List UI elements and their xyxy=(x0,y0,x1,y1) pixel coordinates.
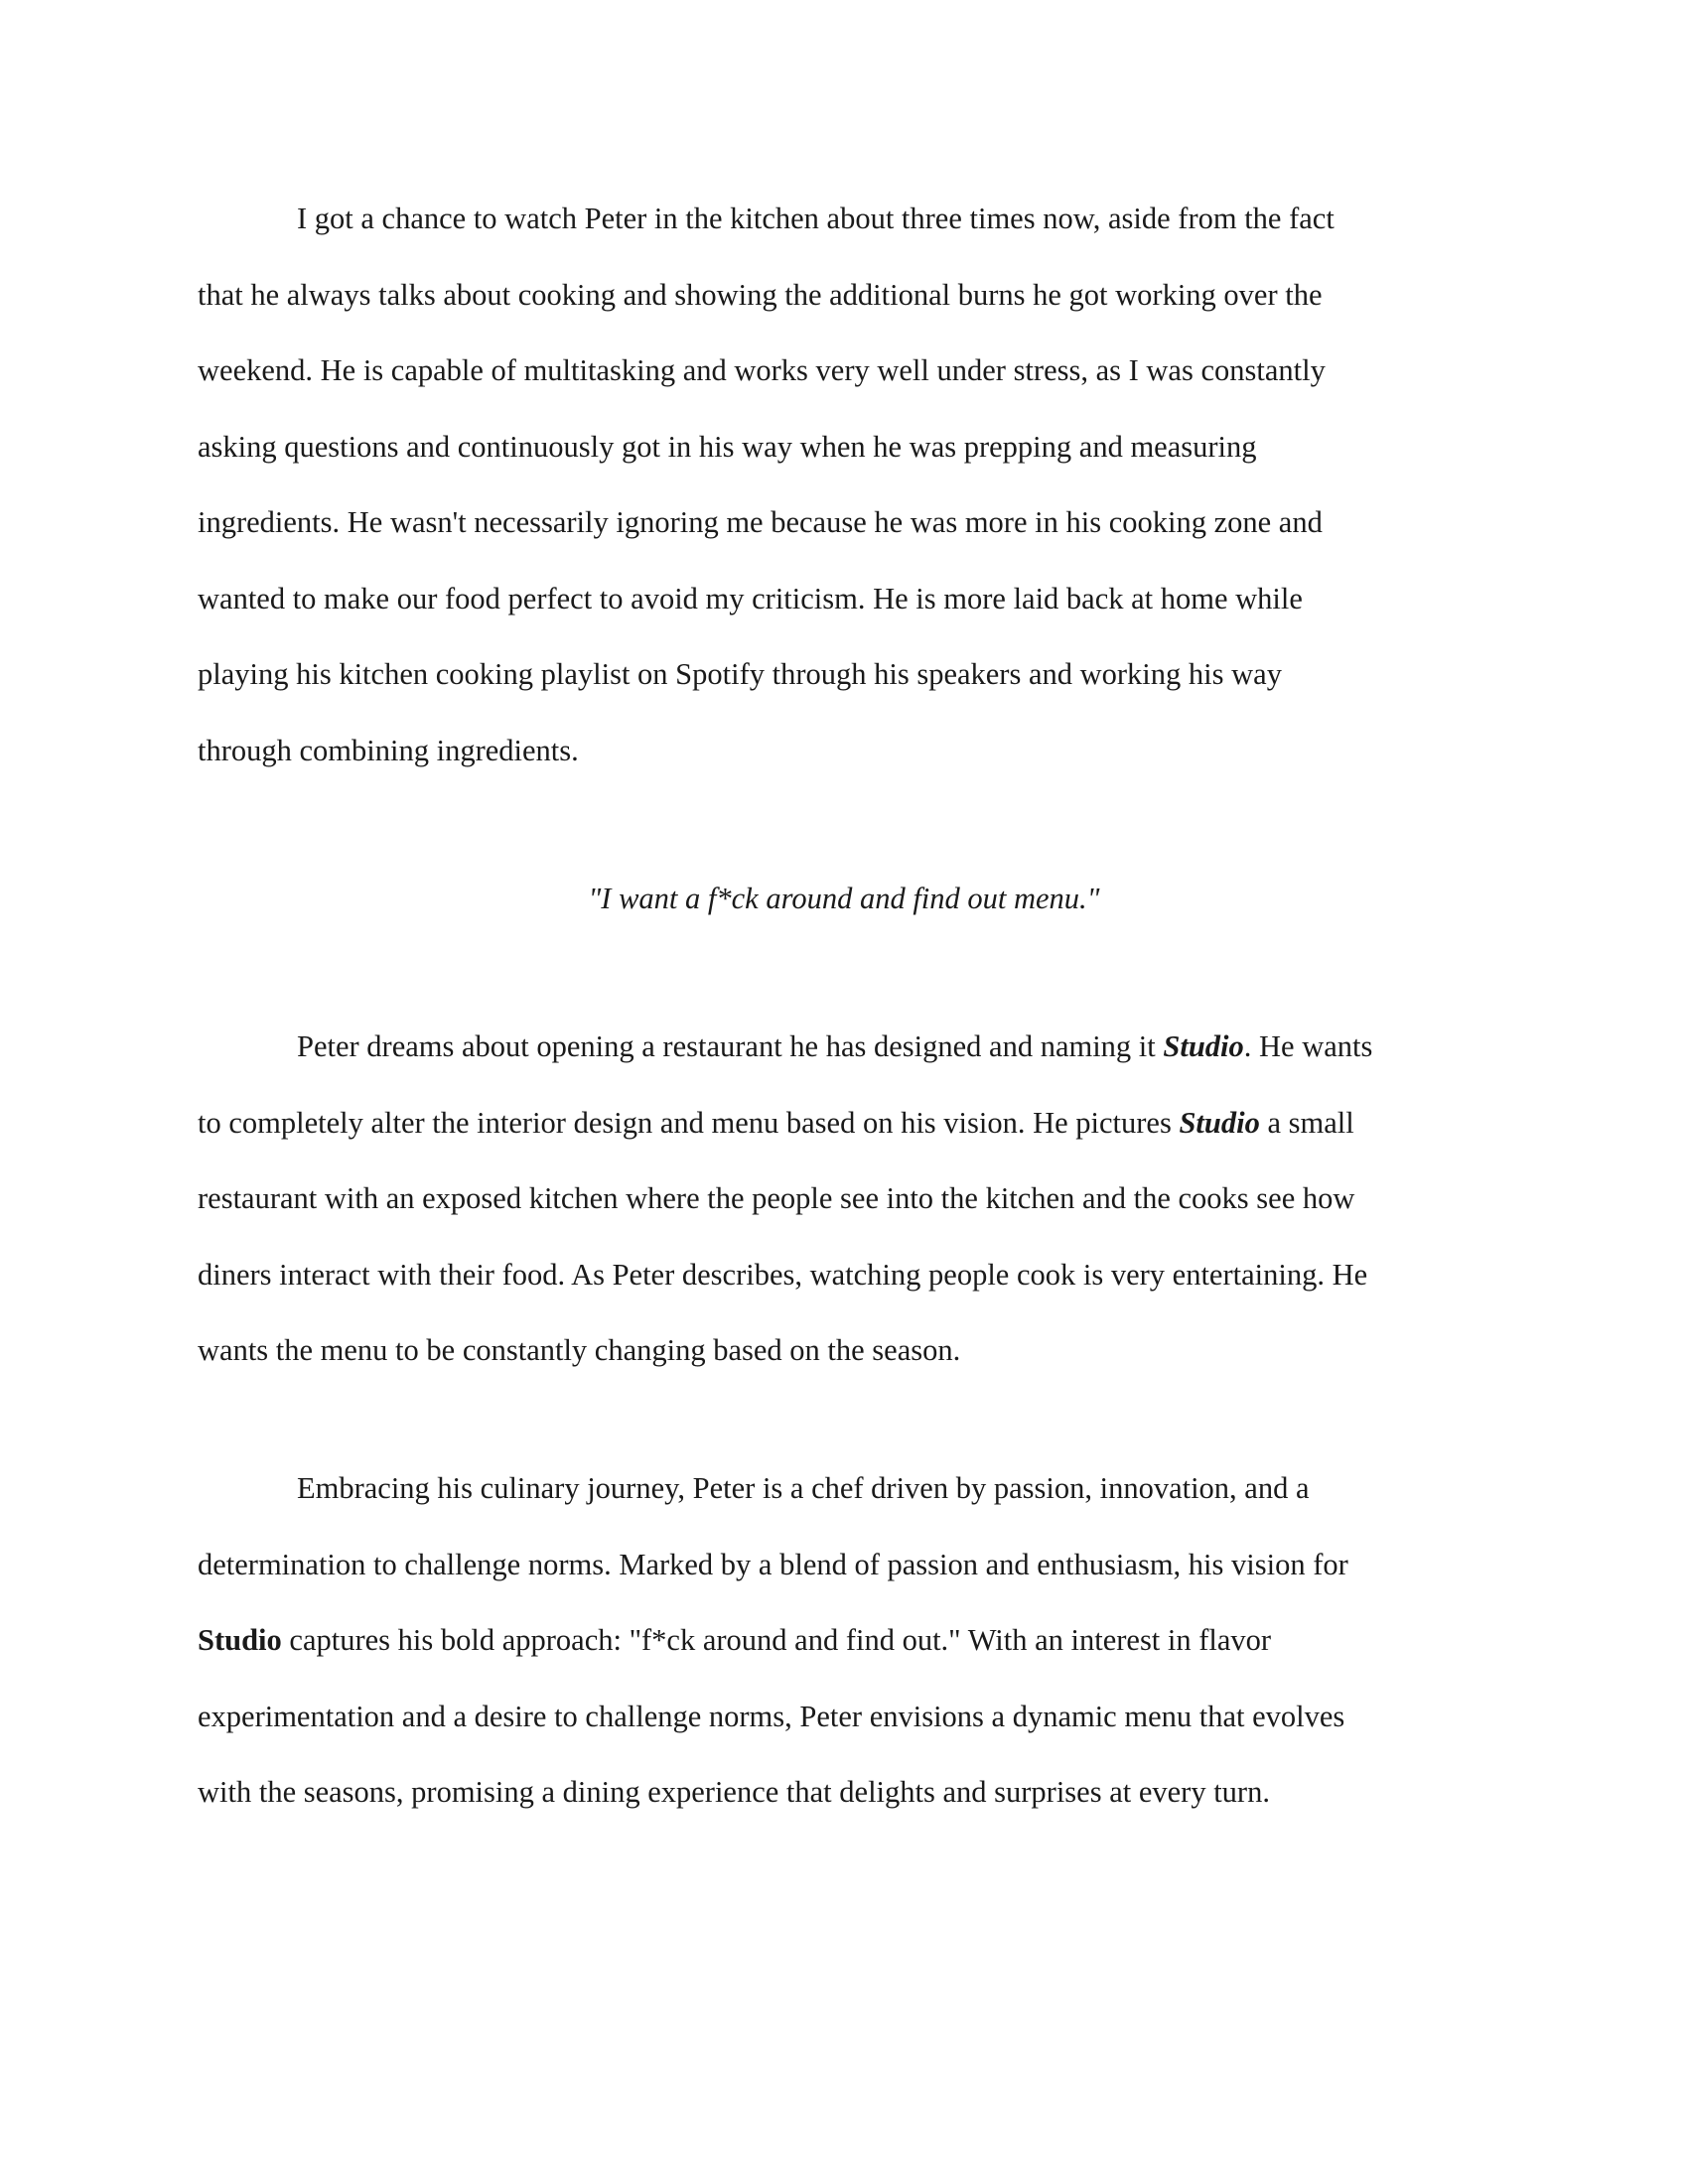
paragraph-observation xyxy=(198,181,1488,788)
text-run: . He wants xyxy=(1243,1029,1373,1063)
paragraph-line: playing his kitchen cooking playlist on Spotify through his speakers and working his way xyxy=(198,657,1282,691)
paragraph-line xyxy=(198,1085,1488,1161)
text-run: a small xyxy=(1259,1105,1354,1140)
paragraph-line xyxy=(198,1009,1488,1085)
paragraph-line: diners interact with their food. As Peter describes, watching people cook is very entertaining. He xyxy=(198,1257,1368,1292)
paragraph-line: experimentation and a desire to challenge norms, Peter envisions a dynamic menu that evolves xyxy=(198,1699,1345,1733)
text-run: to completely alter the interior design and menu based on his vision. He pictures xyxy=(198,1105,1180,1140)
paragraph-line: with the seasons, promising a dining experience that delights and surprises at every turn. xyxy=(198,1775,1270,1809)
paragraph-line xyxy=(198,1602,1488,1679)
text-run: captures his bold approach: "f*ck around and find out." With an interest in flavor xyxy=(281,1623,1272,1657)
paragraph-line: restaurant with an exposed kitchen where the people see into the kitchen and the cooks see how xyxy=(198,1181,1355,1215)
paragraph-line: wanted to make our food perfect to avoid my criticism. He is more laid back at home while xyxy=(198,581,1303,615)
studio-name-emphasis: Studio xyxy=(1179,1105,1260,1140)
paragraph-line: that he always talks about cooking and showing the additional burns he got working over the xyxy=(198,277,1323,312)
paragraph-line: I got a chance to watch Peter in the kitchen about three times now, aside from the fact xyxy=(297,202,1335,235)
paragraph-restaurant-dream xyxy=(198,1009,1488,1389)
paragraph-line: determination to challenge norms. Marked by a blend of passion and enthusiasm, his vision for xyxy=(198,1547,1348,1581)
paragraph-line: through combining ingredients. xyxy=(198,733,579,767)
paragraph-line: weekend. He is capable of multitasking and works very well under stress, as I was constantly xyxy=(198,353,1326,387)
studio-name-emphasis: Studio xyxy=(198,1623,282,1657)
text-run: Peter dreams about opening a restaurant he has designed and naming it xyxy=(297,1029,1164,1063)
paragraph-line: ingredients. He wasn't necessarily ignoring me because he was more in his cooking zone and xyxy=(198,505,1323,539)
paragraph-chef-vision xyxy=(198,1450,1488,1831)
pull-quote: "I want a f*ck around and find out menu." xyxy=(588,882,1100,915)
paragraph-line: Embracing his culinary journey, Peter is a chef driven by passion, innovation, and a xyxy=(297,1471,1310,1505)
studio-name-emphasis: Studio xyxy=(1163,1029,1244,1063)
paragraph-line: asking questions and continuously got in his way when he was prepping and measuring xyxy=(198,429,1257,464)
paragraph-line: wants the menu to be constantly changing based on the season. xyxy=(198,1333,961,1367)
